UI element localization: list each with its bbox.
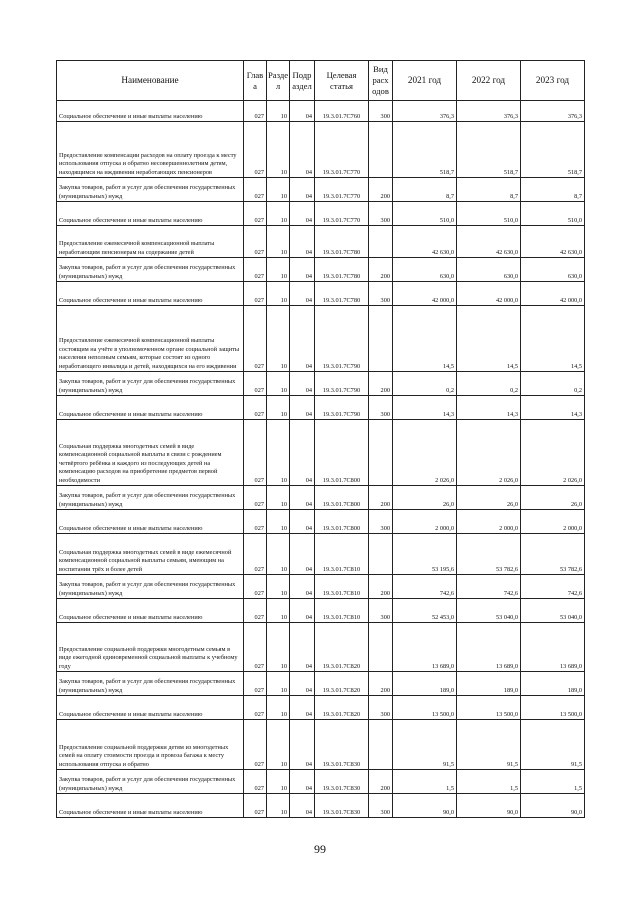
row-name: Закупка товаров, работ и услуг для обеспечения государственных (муниципальных) нужд <box>57 258 244 282</box>
row-name: Закупка товаров, работ и услуг для обеспечения государственных (муниципальных) нужд <box>57 372 244 396</box>
row-value-2021: 53 195,6 <box>393 534 457 575</box>
row-value-2021: 8,7 <box>393 178 457 202</box>
row-glava: 027 <box>244 226 267 258</box>
row-target: 19.3.01.7С830 <box>315 794 369 818</box>
row-razdel: 10 <box>267 226 290 258</box>
header-vid: Вид расх одов <box>369 61 393 101</box>
row-value-2022: 26,0 <box>457 486 521 510</box>
row-razdel: 10 <box>267 794 290 818</box>
row-target: 19.3.01.7С820 <box>315 696 369 720</box>
row-podrazdel: 04 <box>290 510 315 534</box>
row-name: Предоставление компенсации расходов на оплату проезда к месту использования отпуска и обратно несовершеннолетним детям, находящимся на иждивении неработающих пенсионеров <box>57 122 244 178</box>
row-razdel: 10 <box>267 599 290 623</box>
row-target: 19.3.01.7С810 <box>315 599 369 623</box>
row-podrazdel: 04 <box>290 486 315 510</box>
row-razdel: 10 <box>267 486 290 510</box>
row-value-2022: 0,2 <box>457 372 521 396</box>
row-value-2022: 8,7 <box>457 178 521 202</box>
row-glava: 027 <box>244 420 267 486</box>
row-vid: 300 <box>369 510 393 534</box>
row-target: 19.3.01.7С760 <box>315 101 369 122</box>
row-target: 19.3.01.7С800 <box>315 420 369 486</box>
row-razdel: 10 <box>267 122 290 178</box>
row-value-2023: 742,6 <box>521 575 585 599</box>
row-target: 19.3.01.7С790 <box>315 306 369 372</box>
row-value-2021: 510,0 <box>393 202 457 226</box>
row-razdel: 10 <box>267 575 290 599</box>
row-podrazdel: 04 <box>290 372 315 396</box>
table-row <box>57 420 585 486</box>
row-vid: 200 <box>369 770 393 794</box>
row-razdel: 10 <box>267 720 290 770</box>
row-value-2023: 518,7 <box>521 122 585 178</box>
row-value-2021: 742,6 <box>393 575 457 599</box>
row-glava: 027 <box>244 534 267 575</box>
row-value-2022: 2 026,0 <box>457 420 521 486</box>
row-glava: 027 <box>244 101 267 122</box>
row-value-2023: 26,0 <box>521 486 585 510</box>
row-podrazdel: 04 <box>290 420 315 486</box>
row-value-2021: 26,0 <box>393 486 457 510</box>
row-name: Социальное обеспечение и иные выплаты населению <box>57 794 244 818</box>
header-glava: Глав а <box>244 61 267 101</box>
row-value-2022: 13 500,0 <box>457 696 521 720</box>
row-podrazdel: 04 <box>290 122 315 178</box>
row-value-2021: 2 000,0 <box>393 510 457 534</box>
row-target: 19.3.01.7С830 <box>315 720 369 770</box>
row-vid: 300 <box>369 396 393 420</box>
table-row <box>57 258 585 282</box>
row-glava: 027 <box>244 696 267 720</box>
row-glava: 027 <box>244 122 267 178</box>
row-glava: 027 <box>244 623 267 672</box>
row-value-2022: 53 782,6 <box>457 534 521 575</box>
page-number: 99 <box>314 842 326 856</box>
table-row <box>57 226 585 258</box>
row-name: Предоставление ежемесячной компенсационной выплаты неработающим пенсионерам на содержание детей <box>57 226 244 258</box>
table-row <box>57 510 585 534</box>
row-podrazdel: 04 <box>290 202 315 226</box>
row-value-2022: 518,7 <box>457 122 521 178</box>
row-value-2023: 2 000,0 <box>521 510 585 534</box>
row-target: 19.3.01.7С770 <box>315 202 369 226</box>
row-vid: 200 <box>369 672 393 696</box>
table-row <box>57 122 585 178</box>
row-podrazdel: 04 <box>290 101 315 122</box>
row-target: 19.3.01.7С800 <box>315 510 369 534</box>
table-row <box>57 202 585 226</box>
budget-table <box>56 60 585 818</box>
header-razdel: Разде л <box>267 61 290 101</box>
row-podrazdel: 04 <box>290 534 315 575</box>
row-value-2022: 630,0 <box>457 258 521 282</box>
row-value-2023: 90,0 <box>521 794 585 818</box>
table-row <box>57 623 585 672</box>
row-razdel: 10 <box>267 623 290 672</box>
row-glava: 027 <box>244 258 267 282</box>
row-value-2023: 14,3 <box>521 396 585 420</box>
row-vid: 300 <box>369 282 393 306</box>
row-vid: 200 <box>369 258 393 282</box>
row-name: Закупка товаров, работ и услуг для обеспечения государственных (муниципальных) нужд <box>57 486 244 510</box>
row-vid <box>369 122 393 178</box>
table-row <box>57 672 585 696</box>
row-target: 19.3.01.7С830 <box>315 770 369 794</box>
row-value-2022: 742,6 <box>457 575 521 599</box>
row-target: 19.3.01.7С790 <box>315 396 369 420</box>
row-target: 19.3.01.7С820 <box>315 672 369 696</box>
row-value-2021: 42 630,0 <box>393 226 457 258</box>
table-header-row <box>57 61 585 101</box>
header-2022: 2022 год <box>457 61 521 101</box>
row-razdel: 10 <box>267 372 290 396</box>
table-row <box>57 282 585 306</box>
row-glava: 027 <box>244 575 267 599</box>
row-target: 19.3.01.7С770 <box>315 122 369 178</box>
row-podrazdel: 04 <box>290 396 315 420</box>
row-target: 19.3.01.7С780 <box>315 226 369 258</box>
row-value-2022: 13 689,0 <box>457 623 521 672</box>
row-value-2022: 90,0 <box>457 794 521 818</box>
row-vid: 200 <box>369 372 393 396</box>
row-vid <box>369 623 393 672</box>
table-row <box>57 534 585 575</box>
row-podrazdel: 04 <box>290 178 315 202</box>
row-glava: 027 <box>244 720 267 770</box>
row-vid <box>369 720 393 770</box>
row-razdel: 10 <box>267 696 290 720</box>
table-row <box>57 794 585 818</box>
row-value-2023: 510,0 <box>521 202 585 226</box>
row-glava: 027 <box>244 794 267 818</box>
row-value-2022: 1,5 <box>457 770 521 794</box>
row-vid: 200 <box>369 486 393 510</box>
row-name: Социальная поддержка многодетных семей в виде ежемесячной компенсационной социальной выплаты семьям, имеющим на воспитании трёх и более детей <box>57 534 244 575</box>
row-value-2023: 53 782,6 <box>521 534 585 575</box>
row-vid: 200 <box>369 575 393 599</box>
row-vid <box>369 534 393 575</box>
table-row <box>57 101 585 122</box>
row-value-2023: 376,3 <box>521 101 585 122</box>
row-target: 19.3.01.7С820 <box>315 623 369 672</box>
table-row <box>57 575 585 599</box>
row-name: Закупка товаров, работ и услуг для обеспечения государственных (муниципальных) нужд <box>57 178 244 202</box>
budget-table-sheet <box>56 60 584 818</box>
header-target: Целевая статья <box>315 61 369 101</box>
row-value-2021: 13 500,0 <box>393 696 457 720</box>
row-value-2022: 42 000,0 <box>457 282 521 306</box>
row-razdel: 10 <box>267 770 290 794</box>
row-podrazdel: 04 <box>290 696 315 720</box>
row-value-2023: 13 500,0 <box>521 696 585 720</box>
row-name: Социальное обеспечение и иные выплаты населению <box>57 696 244 720</box>
row-value-2023: 91,5 <box>521 720 585 770</box>
row-razdel: 10 <box>267 420 290 486</box>
row-value-2022: 14,5 <box>457 306 521 372</box>
row-value-2023: 13 689,0 <box>521 623 585 672</box>
row-razdel: 10 <box>267 258 290 282</box>
row-value-2021: 90,0 <box>393 794 457 818</box>
row-name: Закупка товаров, работ и услуг для обеспечения государственных (муниципальных) нужд <box>57 672 244 696</box>
row-razdel: 10 <box>267 396 290 420</box>
table-row <box>57 696 585 720</box>
row-vid <box>369 420 393 486</box>
row-value-2023: 14,5 <box>521 306 585 372</box>
row-name: Социальное обеспечение и иные выплаты населению <box>57 202 244 226</box>
row-target: 19.3.01.7С770 <box>315 178 369 202</box>
row-target: 19.3.01.7С780 <box>315 282 369 306</box>
row-razdel: 10 <box>267 178 290 202</box>
row-vid: 300 <box>369 599 393 623</box>
row-value-2022: 2 000,0 <box>457 510 521 534</box>
row-vid <box>369 306 393 372</box>
row-glava: 027 <box>244 282 267 306</box>
table-row <box>57 770 585 794</box>
row-vid: 300 <box>369 696 393 720</box>
row-name: Социальное обеспечение и иные выплаты населению <box>57 101 244 122</box>
table-row <box>57 178 585 202</box>
row-value-2023: 630,0 <box>521 258 585 282</box>
row-glava: 027 <box>244 599 267 623</box>
header-2023: 2023 год <box>521 61 585 101</box>
row-glava: 027 <box>244 672 267 696</box>
table-row <box>57 396 585 420</box>
table-body <box>57 101 585 818</box>
row-razdel: 10 <box>267 202 290 226</box>
row-vid: 200 <box>369 178 393 202</box>
row-name: Социальное обеспечение и иные выплаты населению <box>57 599 244 623</box>
row-glava: 027 <box>244 770 267 794</box>
row-target: 19.3.01.7С810 <box>315 575 369 599</box>
row-target: 19.3.01.7С810 <box>315 534 369 575</box>
row-target: 19.3.01.7С780 <box>315 258 369 282</box>
row-value-2021: 630,0 <box>393 258 457 282</box>
row-value-2021: 376,3 <box>393 101 457 122</box>
row-podrazdel: 04 <box>290 720 315 770</box>
row-value-2023: 8,7 <box>521 178 585 202</box>
row-value-2021: 13 689,0 <box>393 623 457 672</box>
row-value-2021: 2 026,0 <box>393 420 457 486</box>
row-vid: 300 <box>369 794 393 818</box>
row-razdel: 10 <box>267 534 290 575</box>
row-name: Социальное обеспечение и иные выплаты населению <box>57 510 244 534</box>
row-value-2022: 510,0 <box>457 202 521 226</box>
table-row <box>57 372 585 396</box>
row-name: Предоставление социальной поддержки многодетным семьям в виде ежегодной единовременной социальной выплаты к учебному году <box>57 623 244 672</box>
row-name: Предоставление социальной поддержки детям из многодетных семей на оплату стоимости проезда и провоза багажа к месту использования отпуска и обратно <box>57 720 244 770</box>
row-value-2022: 189,0 <box>457 672 521 696</box>
row-value-2021: 52 453,0 <box>393 599 457 623</box>
table-row <box>57 720 585 770</box>
row-glava: 027 <box>244 306 267 372</box>
row-value-2021: 0,2 <box>393 372 457 396</box>
row-razdel: 10 <box>267 306 290 372</box>
row-value-2023: 42 630,0 <box>521 226 585 258</box>
row-podrazdel: 04 <box>290 599 315 623</box>
header-2021: 2021 год <box>393 61 457 101</box>
table-row <box>57 486 585 510</box>
row-podrazdel: 04 <box>290 306 315 372</box>
row-podrazdel: 04 <box>290 794 315 818</box>
row-glava: 027 <box>244 396 267 420</box>
row-value-2022: 14,3 <box>457 396 521 420</box>
row-razdel: 10 <box>267 101 290 122</box>
table-row <box>57 306 585 372</box>
row-name: Закупка товаров, работ и услуг для обеспечения государственных (муниципальных) нужд <box>57 770 244 794</box>
row-value-2021: 189,0 <box>393 672 457 696</box>
row-glava: 027 <box>244 178 267 202</box>
row-vid <box>369 226 393 258</box>
row-value-2022: 53 040,0 <box>457 599 521 623</box>
row-razdel: 10 <box>267 282 290 306</box>
row-value-2023: 1,5 <box>521 770 585 794</box>
row-value-2023: 189,0 <box>521 672 585 696</box>
row-glava: 027 <box>244 510 267 534</box>
row-podrazdel: 04 <box>290 623 315 672</box>
row-podrazdel: 04 <box>290 575 315 599</box>
row-value-2022: 42 630,0 <box>457 226 521 258</box>
row-target: 19.3.01.7С800 <box>315 486 369 510</box>
row-razdel: 10 <box>267 510 290 534</box>
row-glava: 027 <box>244 372 267 396</box>
row-value-2023: 2 026,0 <box>521 420 585 486</box>
row-value-2021: 14,5 <box>393 306 457 372</box>
row-name: Социальное обеспечение и иные выплаты населению <box>57 282 244 306</box>
header-podrazdel: Подр аздел <box>290 61 315 101</box>
row-podrazdel: 04 <box>290 226 315 258</box>
row-value-2022: 376,3 <box>457 101 521 122</box>
row-name: Предоставление ежемесячной компенсационной выплаты состоящим на учёте в уполномоченном органе социальной защиты населения неполным семьям, которые состоят из одного неработающего инвалида и детей, находящихся на его иждивении <box>57 306 244 372</box>
row-glava: 027 <box>244 202 267 226</box>
row-value-2021: 1,5 <box>393 770 457 794</box>
row-podrazdel: 04 <box>290 770 315 794</box>
row-name: Социальное обеспечение и иные выплаты населению <box>57 396 244 420</box>
row-value-2021: 42 000,0 <box>393 282 457 306</box>
row-razdel: 10 <box>267 672 290 696</box>
row-podrazdel: 04 <box>290 672 315 696</box>
row-value-2021: 91,5 <box>393 720 457 770</box>
row-value-2021: 518,7 <box>393 122 457 178</box>
row-value-2022: 91,5 <box>457 720 521 770</box>
row-podrazdel: 04 <box>290 282 315 306</box>
row-name: Закупка товаров, работ и услуг для обеспечения государственных (муниципальных) нужд <box>57 575 244 599</box>
row-value-2023: 53 040,0 <box>521 599 585 623</box>
row-vid: 300 <box>369 202 393 226</box>
row-value-2021: 14,3 <box>393 396 457 420</box>
row-vid: 300 <box>369 101 393 122</box>
row-target: 19.3.01.7С790 <box>315 372 369 396</box>
table-row <box>57 599 585 623</box>
row-name: Социальная поддержка многодетных семей в виде компенсационной социальной выплаты в связи с рождением четвёртого ребёнка и каждого из последующих детей на компенсацию расходов на приобретение предметов первой необходимости <box>57 420 244 486</box>
row-value-2023: 42 000,0 <box>521 282 585 306</box>
header-name: Наименование <box>57 61 244 101</box>
row-value-2023: 0,2 <box>521 372 585 396</box>
row-podrazdel: 04 <box>290 258 315 282</box>
row-glava: 027 <box>244 486 267 510</box>
